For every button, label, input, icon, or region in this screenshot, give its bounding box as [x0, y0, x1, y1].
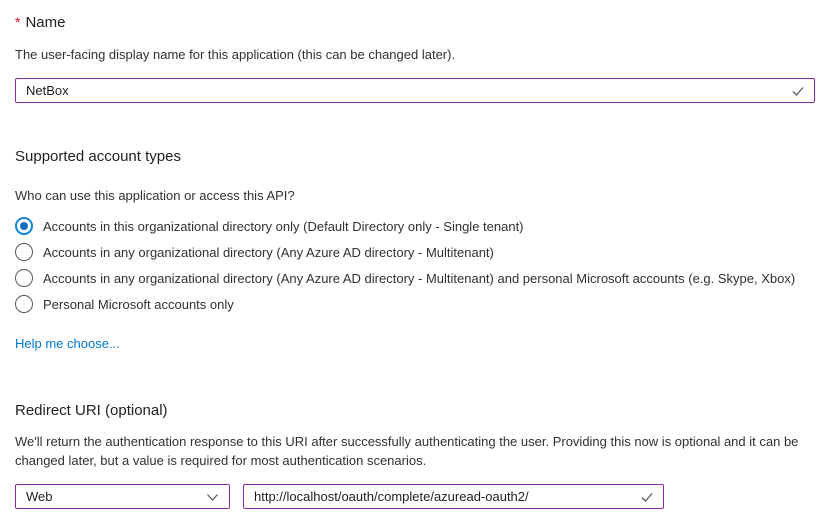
radio-button-icon [15, 243, 33, 261]
radio-option-multitenant[interactable] [15, 239, 815, 265]
valid-checkmark-icon [790, 83, 806, 99]
name-input[interactable] [15, 78, 815, 103]
radio-option-multitenant-personal[interactable] [15, 265, 815, 291]
platform-select-value: Web [26, 489, 53, 504]
chevron-down-icon [205, 489, 220, 504]
account-types-title: Supported account types [15, 148, 181, 165]
help-me-choose-link[interactable]: Help me choose... [15, 336, 120, 351]
radio-option-label: Accounts in any organizational directory (Any Azure AD directory - Multitenant) [43, 244, 494, 260]
redirect-uri-title: Redirect URI (optional) [15, 402, 168, 419]
redirect-uri-description: We'll return the authentication response to this URI after successfully authenticating the user. Providing this now is optional and it can be changed later, but a value is required for most authentication scenarios. [15, 434, 799, 468]
account-types-question: Who can use this application or access this API? [15, 188, 295, 203]
radio-option-label: Personal Microsoft accounts only [43, 296, 234, 312]
required-asterisk: * [15, 14, 21, 30]
redirect-uri-input[interactable] [243, 484, 664, 509]
radio-button-icon [15, 217, 33, 235]
name-label: Name [25, 14, 66, 31]
redirect-uri-row [15, 484, 815, 509]
radio-option-label: Accounts in any organizational directory (Any Azure AD directory - Multitenant) and personal Microsoft accounts (e.g. Skype, Xbox) [43, 270, 796, 286]
radio-button-icon [15, 269, 33, 287]
account-types-radio-group [15, 213, 815, 317]
platform-select[interactable] [15, 484, 230, 509]
name-section-title [15, 12, 815, 33]
name-description: The user-facing display name for this application (this can be changed later). [15, 47, 456, 62]
uri-input-wrap [243, 484, 664, 509]
radio-option-personal-only[interactable] [15, 291, 815, 317]
name-input-wrap [15, 78, 815, 103]
radio-button-icon [15, 295, 33, 313]
valid-checkmark-icon [639, 489, 655, 505]
radio-option-single-tenant[interactable] [15, 213, 815, 239]
radio-option-label: Accounts in this organizational directory only (Default Directory only - Single tenant) [43, 218, 524, 234]
